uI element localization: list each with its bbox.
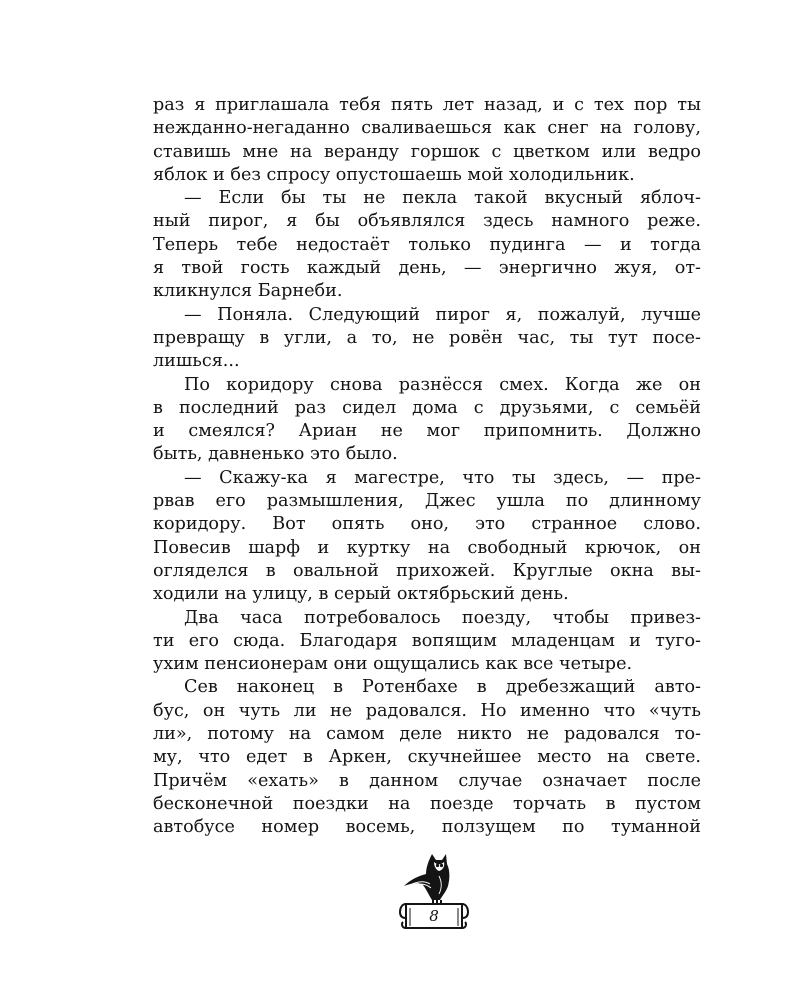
text-line: быть, давненько это было. <box>153 444 398 465</box>
text-line: По коридору снова разнёсся смех. Когда же он <box>184 374 701 395</box>
text-line: ти его сюда. Благодаря вопящим младенцам и туго- <box>153 630 701 651</box>
text-line: Два часа потребовалось поезду, чтобы привез- <box>184 607 701 628</box>
text-line: ный пирог, я бы объявлялся здесь намного реже. <box>153 211 701 232</box>
text-line: раз я приглашала тебя пять лет назад, и с тех пор ты <box>153 95 701 115</box>
text-line: рвав его размышления, Джес ушла по длинному <box>153 491 701 512</box>
text-line: ходили на улицу, в серый октябрьский день. <box>153 584 569 605</box>
text-line: Сев наконец в Ротенбахе в дребезжащий авто- <box>184 677 701 698</box>
text-line: и смеялся? Ариан не мог припомнить. Должно <box>153 421 701 442</box>
text-line: ли», потому на самом деле никто не радовался то- <box>153 724 701 745</box>
text-line: кликнулся Барнеби. <box>153 281 343 302</box>
text-line: автобусе номер восемь, ползущем по туманной <box>153 817 701 838</box>
text-line: Повесив шарф и куртку на свободный крючок, он <box>153 537 701 558</box>
text-line: бесконечной поездки на поезде торчать в пустом <box>153 793 701 814</box>
text-line: — Если бы ты не пекла такой вкусный яблоч- <box>184 188 701 209</box>
text-line: му, что едет в Аркен, скучнейшее место на свете. <box>153 747 701 768</box>
text-line: коридору. Вот опять оно, это странное слово. <box>153 514 701 535</box>
page-number: 8 <box>429 907 439 925</box>
text-line: — Поняла. Следующий пирог я, пожалуй, лучше <box>184 304 701 325</box>
text-line: в последний раз сидел дома с друзьями, с семьёй <box>153 397 701 418</box>
text-line: огляделся в овальной прихожей. Круглые окна вы- <box>153 560 701 581</box>
page-number-ornament <box>392 850 476 934</box>
text-line: бус, он чуть ли не радовался. Но именно что «чуть <box>153 700 701 721</box>
body-text <box>153 94 701 840</box>
text-line: лишься... <box>153 351 240 372</box>
text-line: Причём «ехать» в данном случае означает после <box>153 770 701 791</box>
text-line: ухим пенсионерам они ощущались как все четыре. <box>153 654 633 675</box>
text-line: я твой гость каждый день, — энергично жуя, от- <box>153 258 701 279</box>
text-line: нежданно-негаданно сваливаешься как снег на голову, <box>153 118 701 139</box>
text-line: Теперь тебе недостаёт только пудинга — и тогда <box>153 234 701 255</box>
text-line: превращу в угли, а то, не ровён час, ты тут посе- <box>153 327 701 348</box>
text-line: — Скажу-ка я магестре, что ты здесь, — пре- <box>184 467 701 488</box>
text-line: ставишь мне на веранду горшок с цветком или ведро <box>153 141 701 162</box>
text-line: яблок и без спросу опустошаешь мой холодильник. <box>153 164 635 185</box>
